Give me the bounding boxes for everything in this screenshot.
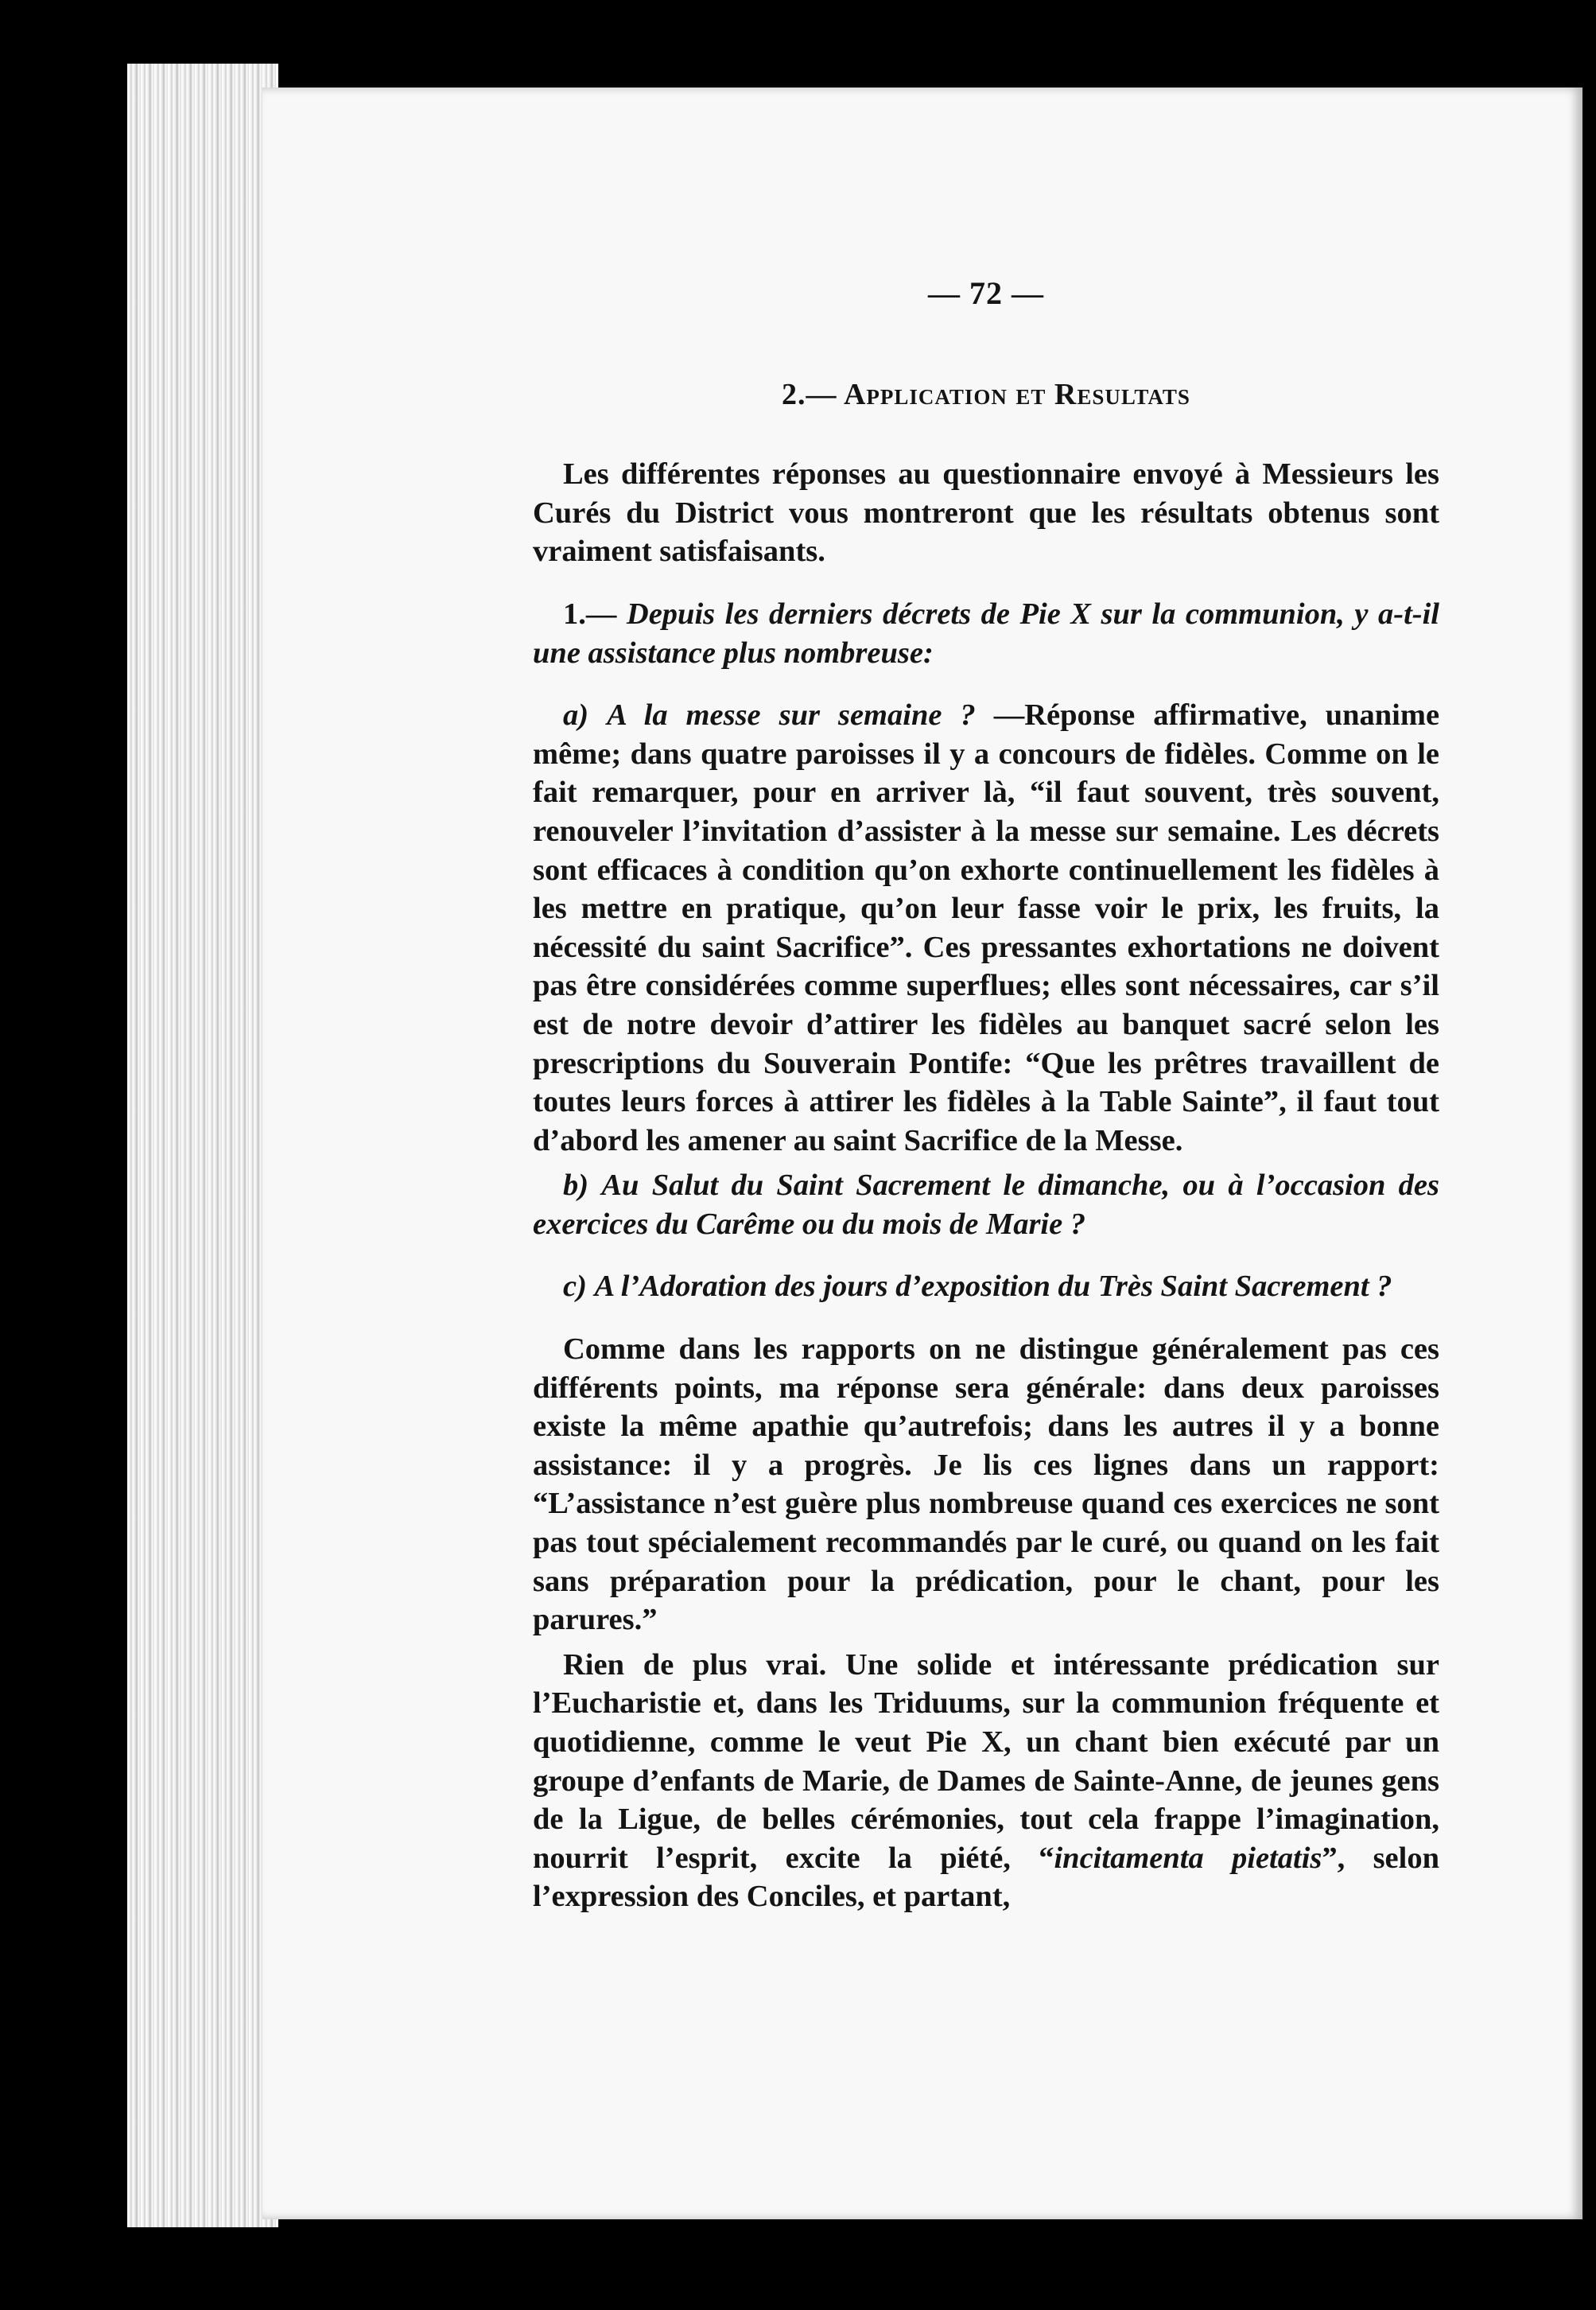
question-b-label: b) — [563, 1169, 589, 1203]
response-text: Comme dans les rapports on ne distingue généralement pas ces différents points, ma réponse sera générale: dans deux paroisses existe la même apathie qu’autrefois; dans les autres il y a bonne assistance: il y a progrès. Je lis ces lignes dans un rapport: “L’assistance n’est guère plus nombreuse quand ces exercices ne sont pas tout spécialement recommandés par le curé, ou quand on les fait sans préparation pour la prédication, pour le chant, pour les parures.” — [533, 1332, 1439, 1637]
question-a-label: a) — [563, 698, 589, 733]
spacer — [533, 679, 1439, 696]
paragraph-response — [533, 1330, 1439, 1639]
question-a-text: A la messe sur semaine ? — [607, 698, 976, 733]
question-a — [533, 696, 1439, 1160]
final-text-end: ”, selon l’expression des Conciles, et partant, — [533, 1841, 1439, 1914]
question-c-label: c) — [563, 1270, 587, 1304]
question-1 — [533, 595, 1439, 672]
question-1-number: 1.— — [563, 597, 617, 631]
spacer — [533, 578, 1439, 595]
question-b-text: Au Salut du Saint Sacrement le dimanche, ou à l’occasion des exercices du Carême ou du mois de Marie ? — [533, 1169, 1440, 1241]
page-edges — [127, 64, 278, 2227]
question-c-text: A l’Adoration des jours d’exposition du Très Saint Sacrement ? — [594, 1270, 1392, 1304]
intro-text: Les différentes réponses au questionnaire envoyé à Messieurs les Curés du District vous montreront que les résultats obtenus sont vraiment satisfaisants. — [533, 457, 1439, 569]
final-text-italic: incitamenta pietatis — [1054, 1841, 1322, 1875]
page-text — [533, 274, 1439, 1923]
final-text-start: Rien de plus vrai. Une solide et intéressante prédication sur l’Eucharistie et, dans les Triduums, sur la communion fréquente et quotidienne, comme le veut Pie X, un chant bien exécuté par un groupe d’enfants de Marie, de Dames de Sainte-Anne, de jeunes gens de la Ligue, de belles cérémonies, tout cela frappe l’imagination, nourrit l’esprit, excite la piété, “ — [533, 1647, 1439, 1875]
paragraph-intro — [533, 455, 1439, 571]
question-a-answer: —Réponse affirmative, unanime même; dans quatre paroisses il y a concours de fidèles. Comme on le fait remarquer, pour en arriver là, “il faut souvent, très souvent, renouveler l’invitation d’assister à la messe sur semaine. Les décrets sont efficaces à condition qu’on exhorte continuellement les fidèles à les mettre en pratique, qu’on leur fasse voir le prix, les fruits, la nécessité du saint Sacrifice”. Ces pressantes exhortations ne doivent pas être considérées comme superflues; elles sont nécessaires, car s’il est de notre devoir d’attirer les fidèles au banquet sacré selon les prescriptions du Souverain Pontife: “Que les prêtres travaillent de toutes leurs forces à attirer les fidèles à la Table Sainte”, il faut tout d’abord les amener au saint Sacrifice de la Messe. — [533, 698, 1440, 1157]
section-heading: 2.— Application et Resultats — [782, 377, 1190, 411]
question-c — [533, 1267, 1439, 1306]
spacer — [533, 1250, 1439, 1267]
page-number: — 72 — — [928, 275, 1044, 311]
question-1-text: Depuis les derniers décrets de Pie X sur la communion, y a-t-il une assistance plus nombreuse: — [533, 597, 1440, 670]
paragraph-final — [533, 1646, 1439, 1916]
spacer — [533, 1312, 1439, 1330]
question-b — [533, 1166, 1439, 1243]
